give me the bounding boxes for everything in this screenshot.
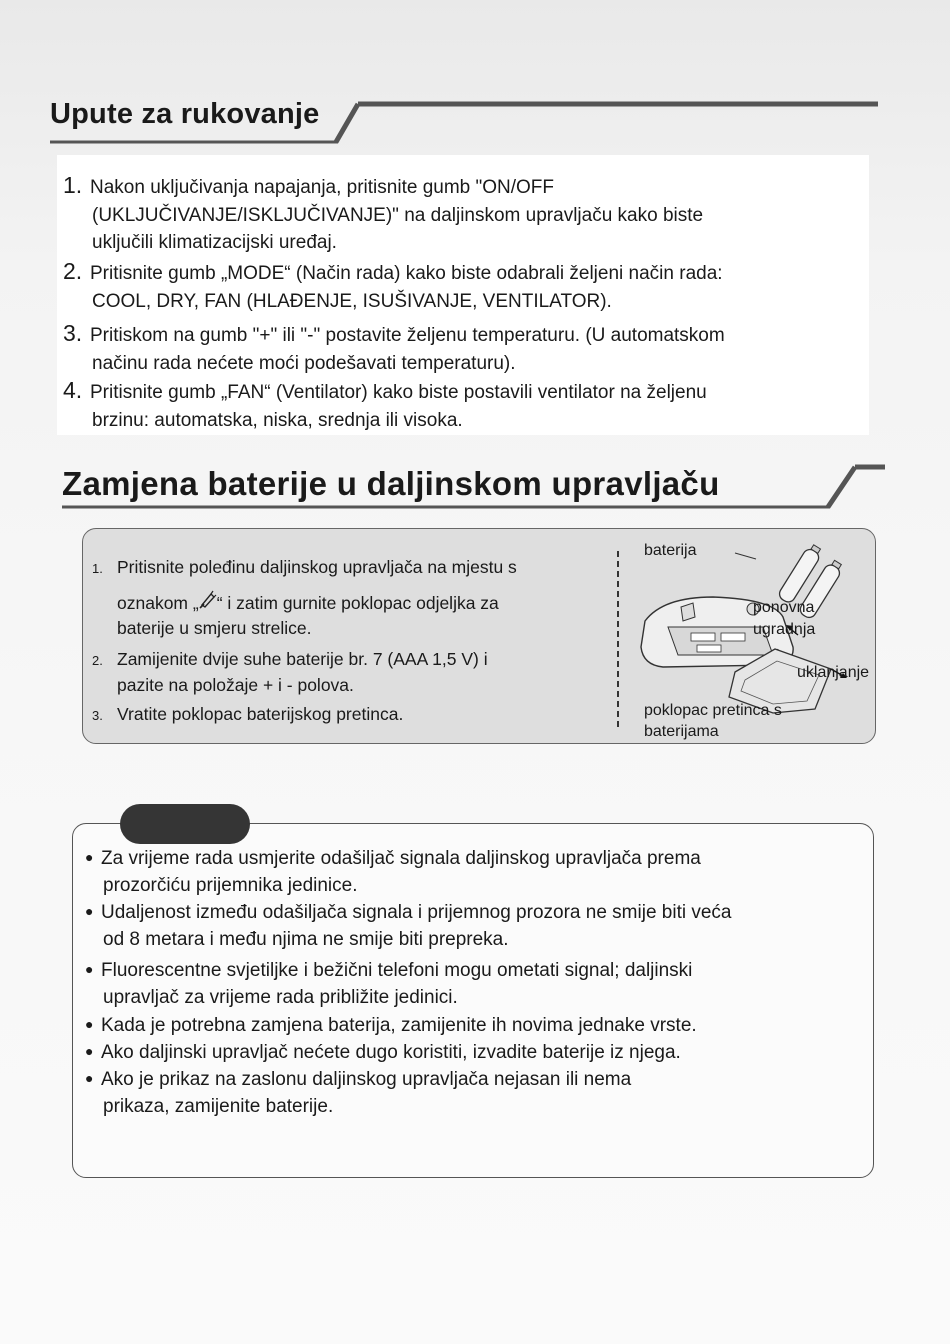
battery-instructions-panel <box>82 528 876 744</box>
label-remove: uklanjanje <box>797 664 870 681</box>
note-item: ● Udaljenost između odašiljača signala i prijemnog prozora ne smije biti veća od 8 metara i među njima ne smije biti prepreka. <box>85 902 732 950</box>
section-title-battery: Zamjena baterije u daljinskom upravljaču <box>62 465 720 502</box>
label-cover-2: baterijama <box>644 723 719 740</box>
battery-step: 2. Zamijenite dvije suhe baterije br. 7 (AAA 1,5 V) i pazite na položaje + i - polova. <box>92 649 488 695</box>
label-reinstall-2: ugradnja <box>753 621 816 638</box>
instruction-item: 1. Nakon uključivanja napajanja, pritisnite gumb "ON/OFF (UKLJUČIVANJE/ISKLJUČIVANJE)" na daljinskom upravljaču kako biste uključili klimatizacijski uređaj. <box>63 172 704 253</box>
dashed-separator <box>617 551 619 727</box>
label-battery: baterija <box>644 542 697 559</box>
instruction-item: 2. Pritisnite gumb „MODE“ (Način rada) kako biste odabrali željeni način rada: COOL, DRY, FAN (HLAĐENJE, ISUŠIVANJE, VENTILATOR). <box>63 258 723 312</box>
section-title-operation: Upute za rukovanje <box>50 98 320 130</box>
instruction-item: 3. Pritiskom na gumb "+" ili "-" postavite željenu temperaturu. (U automatskom načinu rada nećete moći podešavati temperaturu). <box>63 320 725 374</box>
note-item: ● Ako je prikaz na zaslonu daljinskog upravljača nejasan ili nema prikaza, zamijenite baterije. <box>85 1069 632 1117</box>
battery-step: 3. Vratite poklopac baterijskog pretinca. <box>92 704 404 724</box>
instruction-item: 4. Pritisnite gumb „FAN“ (Ventilator) kako biste postavili ventilator na željenu brzinu: automatska, niska, srednja ili visoka. <box>63 377 707 431</box>
press-slide-icon <box>199 590 217 608</box>
battery-step: 1. Pritisnite poleđinu daljinskog upravljača na mjestu s oznakom „ “ i zatim gurnite poklopac odjeljka za baterije u smjeru strelice. <box>92 557 517 638</box>
note-item: ● Fluorescentne svjetiljke i bežični telefoni mogu ometati signal; daljinski upravljač za vrijeme rada približite jedinici. <box>85 960 693 1008</box>
label-reinstall-1: ponovna <box>753 599 815 616</box>
notes-tab <box>120 804 250 844</box>
operation-instructions <box>57 155 869 435</box>
heading-decoration-top <box>0 0 950 160</box>
label-cover-1: poklopac pretinca s <box>644 702 782 719</box>
note-item: ● Kada je potrebna zamjena baterija, zamijenite ih novima jednake vrste. <box>85 1015 697 1036</box>
notes-box <box>72 823 874 1178</box>
note-item: ● Ako daljinski upravljač nećete dugo koristiti, izvadite baterije iz njega. <box>85 1042 681 1063</box>
note-item: ● Za vrijeme rada usmjerite odašiljač signala daljinskog upravljača prema prozorčiću prijemnika jedinice. <box>85 848 701 896</box>
